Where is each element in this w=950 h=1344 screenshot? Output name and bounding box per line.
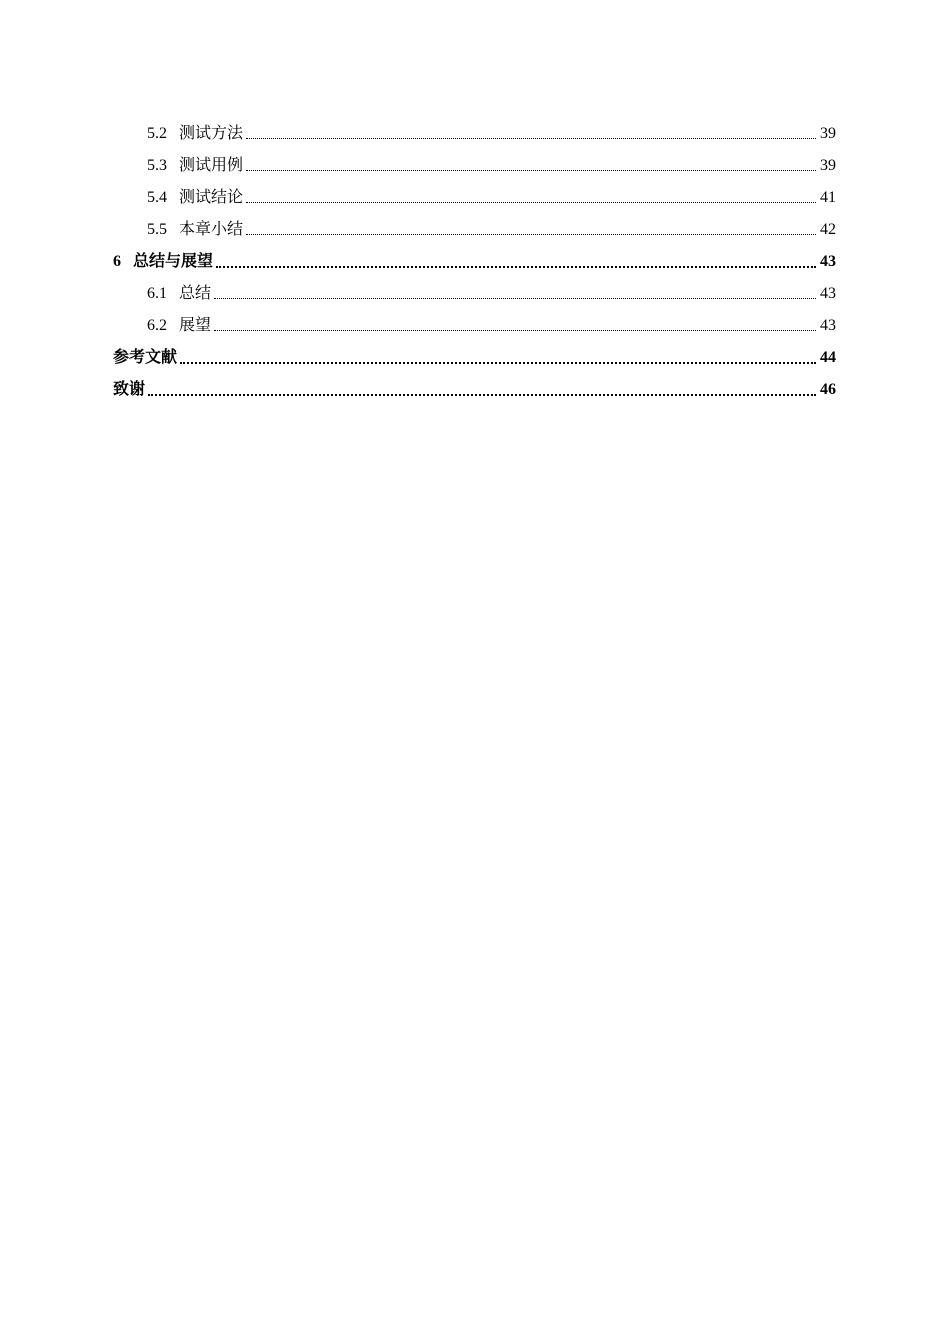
table-of-contents — [0, 118, 950, 406]
toc-entry-title: 测试用例 — [179, 157, 244, 174]
toc-entry-page: 39 — [820, 125, 836, 142]
toc-entry-page: 41 — [820, 189, 836, 206]
toc-entry-number: 5.4 — [147, 189, 167, 206]
toc-entry-number: 6.1 — [147, 285, 167, 302]
toc-entry-title: 测试方法 — [179, 125, 244, 142]
toc-entry-page: 42 — [820, 221, 836, 238]
toc-entry-number: 5.5 — [147, 221, 167, 238]
toc-entry-title: 展望 — [179, 317, 212, 334]
toc-entry-number: 6 — [113, 253, 121, 270]
toc-dot-leader — [214, 329, 816, 331]
toc-dot-leader — [216, 265, 816, 268]
toc-entry-title: 致谢 — [113, 381, 146, 398]
toc-entry[interactable] — [0, 150, 950, 182]
toc-entry-title: 总结与展望 — [133, 253, 214, 270]
toc-entry-number: 5.3 — [147, 157, 167, 174]
toc-entry[interactable] — [0, 310, 950, 342]
toc-entry-page: 43 — [820, 317, 836, 334]
toc-entry-title: 参考文献 — [113, 349, 178, 366]
toc-entry-title: 本章小结 — [179, 221, 244, 238]
toc-entry[interactable] — [0, 278, 950, 310]
toc-entry-number: 5.2 — [147, 125, 167, 142]
toc-dot-leader — [180, 361, 816, 364]
toc-dot-leader — [246, 201, 816, 203]
toc-references-entry[interactable] — [0, 342, 950, 374]
toc-entry-page: 39 — [820, 157, 836, 174]
toc-chapter-entry[interactable] — [0, 246, 950, 278]
toc-entry-number: 6.2 — [147, 317, 167, 334]
toc-dot-leader — [246, 137, 816, 139]
toc-entry-title: 测试结论 — [179, 189, 244, 206]
toc-entry[interactable] — [0, 118, 950, 150]
toc-dot-leader — [246, 169, 816, 171]
toc-entry-page: 43 — [820, 253, 836, 270]
toc-dot-leader — [214, 297, 816, 299]
toc-dot-leader — [246, 233, 816, 235]
toc-entry[interactable] — [0, 182, 950, 214]
toc-entry-page: 46 — [820, 381, 836, 398]
toc-entry[interactable] — [0, 214, 950, 246]
toc-entry-page: 43 — [820, 285, 836, 302]
toc-acknowledgements-entry[interactable] — [0, 374, 950, 406]
toc-dot-leader — [148, 393, 816, 396]
toc-entry-page: 44 — [820, 349, 836, 366]
toc-entry-title: 总结 — [179, 285, 212, 302]
